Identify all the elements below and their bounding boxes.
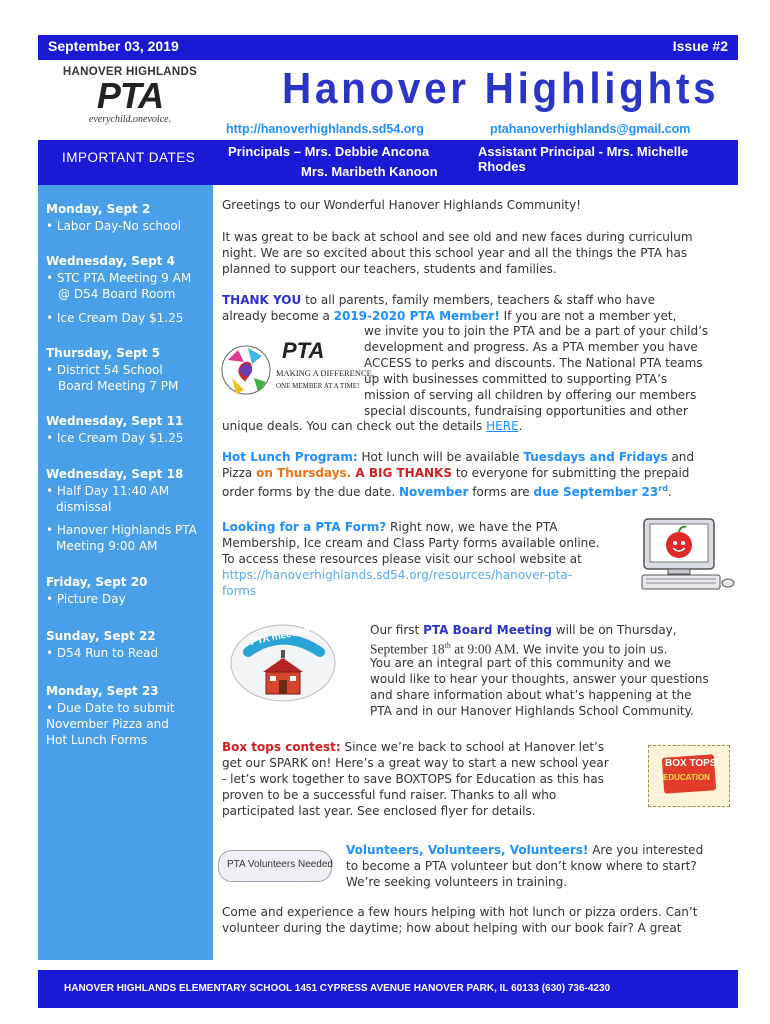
important-dates-sidebar xyxy=(38,185,213,960)
thank-line: special discounts, fundraising opportunities and other xyxy=(364,404,688,418)
pta-difference-image xyxy=(218,330,374,410)
header-bar xyxy=(38,35,738,60)
volunteers-needed-image xyxy=(218,850,332,882)
big-thanks: A BIG THANKS xyxy=(351,466,452,480)
thank-you-label: THANK YOU xyxy=(222,293,302,307)
board-meeting-highlight: PTA Board Meeting xyxy=(423,623,552,637)
date-item: November Pizza and xyxy=(46,717,169,731)
thank-line: up with businesses committed to supporting PTA’s xyxy=(364,372,668,386)
footer-address: HANOVER HIGHLANDS ELEMENTARY SCHOOL 1451 CYPRESS AVENUE HANOVER PARK, IL 60133 (630) 736-4230 xyxy=(64,983,611,994)
thank-line: If you are not a member yet, xyxy=(499,309,677,323)
date-heading: Sunday, Sept 22 xyxy=(46,629,156,643)
volunteers-line: to become a PTA volunteer but don’t know where to start? xyxy=(346,859,697,873)
box-tops-image-text: BOX TOPS xyxy=(665,758,717,769)
thank-line: ACCESS to perks and discounts. The National PTA teams xyxy=(364,356,703,370)
staff-band xyxy=(38,140,738,185)
thank-line: mission of serving all children by offering our members xyxy=(364,388,697,402)
thursday-highlight: on Thursdays. xyxy=(256,466,352,480)
box-tops-line: - let’s work together to save BOXTOPS for Education as this has xyxy=(222,772,604,786)
form-line: Membership, Ice cream and Class Party forms available online. xyxy=(222,536,600,550)
pta-image-title: PTA xyxy=(282,338,325,363)
closing-line: Come and experience a few hours helping with hot lunch or pizza orders. Can’t xyxy=(222,905,698,919)
date-item: • District 54 School xyxy=(46,363,163,377)
forms-url-link[interactable]: forms xyxy=(222,584,257,598)
date-item: • Hanover Highlands PTA xyxy=(46,523,197,537)
email-link[interactable]: ptahanoverhighlands@gmail.com xyxy=(490,122,691,136)
volunteers-label: Volunteers, Volunteers, Volunteers! xyxy=(346,843,589,857)
date-item: • Picture Day xyxy=(46,592,126,606)
due-date: due September 23 xyxy=(533,485,659,499)
meeting-line: would like to hear your thoughts, answer your questions xyxy=(370,672,709,686)
assistant-principal: Assistant Principal - Mrs. Michelle Rhodes xyxy=(478,144,689,174)
forms-url-link[interactable]: https://hanoverhighlands.sd54.org/resources/hanover-pta- xyxy=(222,568,573,582)
volunteers-badge-text: PTA Volunteers Needed xyxy=(227,859,333,870)
closing-line: volunteer during the daytime; how about helping with our book fair? A great xyxy=(222,921,682,935)
thank-line: we invite you to join the PTA and be a part of your child’s xyxy=(364,324,709,338)
meeting-badge-text: PTA meeting xyxy=(249,624,311,649)
volunteers-line: We’re seeking volunteers in training. xyxy=(346,875,568,889)
date-item: Hot Lunch Forms xyxy=(46,733,148,747)
logo-tagline: everychild.onevoice. xyxy=(88,114,172,125)
greeting: Greetings to our Wonderful Hanover Highlands Community! xyxy=(222,198,582,212)
date-item: • D54 Run to Read xyxy=(46,646,159,660)
box-tops-line: proven to be a successful fund raiser. Thanks to all who xyxy=(222,788,557,802)
newsletter-title: Hanover Highlights xyxy=(282,64,720,113)
computer-apple-image xyxy=(638,517,738,592)
date-item: @ D54 Board Room xyxy=(58,287,176,301)
hot-lunch-label: Hot Lunch Program: xyxy=(222,450,358,464)
footer-bar xyxy=(38,970,738,1008)
date-item: dismissal xyxy=(56,500,112,514)
member-highlight: 2019-2020 PTA Member! xyxy=(333,309,500,323)
date-item: Meeting 9:00 AM xyxy=(56,539,158,553)
pta-logo xyxy=(45,66,215,136)
november-highlight: November xyxy=(399,485,469,499)
pta-image-line2: ONE MEMBER AT A TIME! xyxy=(276,382,360,390)
date-item: Board Meeting 7 PM xyxy=(58,379,179,393)
intro-line: planned to support our teachers, students and families. xyxy=(222,262,557,276)
date-item: • Ice Cream Day $1.25 xyxy=(46,431,184,445)
meeting-line: and share information about what’s happening at the xyxy=(370,688,692,702)
date-item: • Labor Day-No school xyxy=(46,219,182,233)
date-heading: Monday, Sept 2 xyxy=(46,202,151,216)
box-tops-image-text2: EDUCATION xyxy=(663,773,710,782)
date-item: • Half Day 11:40 AM xyxy=(46,484,170,498)
date-item: • Ice Cream Day $1.25 xyxy=(46,311,184,325)
form-line: To access these resources please visit our school website at xyxy=(222,552,582,566)
pta-meeting-image xyxy=(228,622,338,704)
thank-line: development and progress. As a PTA member you have xyxy=(364,340,698,354)
date-heading: Friday, Sept 20 xyxy=(46,575,148,589)
date-heading: Wednesday, Sept 4 xyxy=(46,254,175,268)
principals-line1: Principals – Mrs. Debbie Ancona xyxy=(228,144,430,159)
date-item: • STC PTA Meeting 9 AM xyxy=(46,271,192,285)
pta-image-line1: MAKING A DIFFERENCE, xyxy=(276,368,374,378)
meeting-line: PTA and in our Hanover Highlands School Community. xyxy=(370,704,694,718)
thank-line: to all parents, family members, teachers & staff who have xyxy=(301,293,656,307)
box-tops-line: get our SPARK on! Here’s a great way to start a new school year xyxy=(222,756,609,770)
form-label: Looking for a PTA Form? xyxy=(222,520,387,534)
date-item: • Due Date to submit xyxy=(46,701,175,715)
date-heading: Wednesday, Sept 11 xyxy=(46,414,184,428)
logo-school-name: HANOVER HIGHLANDS xyxy=(62,66,198,78)
days-highlight: Tuesdays and Fridays xyxy=(523,450,668,464)
intro-line: It was great to be back at school and see old and new faces during curriculum xyxy=(222,230,693,244)
box-tops-image xyxy=(648,745,730,807)
here-link[interactable]: HERE xyxy=(486,419,519,433)
date-heading: Wednesday, Sept 18 xyxy=(46,467,184,481)
box-tops-line: participated last year. See enclosed flyer for details. xyxy=(222,804,536,818)
principals-line2: Mrs. Maribeth Kanoon xyxy=(301,164,438,179)
issue-number: Issue #2 xyxy=(672,38,728,54)
meeting-line: You are an integral part of this community and we xyxy=(370,656,672,670)
thank-line: unique deals. You can check out the details xyxy=(222,419,487,433)
important-dates-heading: IMPORTANT DATES xyxy=(62,150,196,165)
box-tops-label: Box tops contest: xyxy=(222,740,341,754)
date-heading: Monday, Sept 23 xyxy=(46,684,159,698)
issue-date: September 03, 2019 xyxy=(48,38,179,54)
thank-line: already become a xyxy=(222,309,334,323)
website-link[interactable]: http://hanoverhighlands.sd54.org xyxy=(226,122,424,136)
logo-pta: PTA xyxy=(96,75,164,116)
date-heading: Thursday, Sept 5 xyxy=(46,346,160,360)
intro-line: night. We are so excited about this school year and all the things the PTA has xyxy=(222,246,688,260)
